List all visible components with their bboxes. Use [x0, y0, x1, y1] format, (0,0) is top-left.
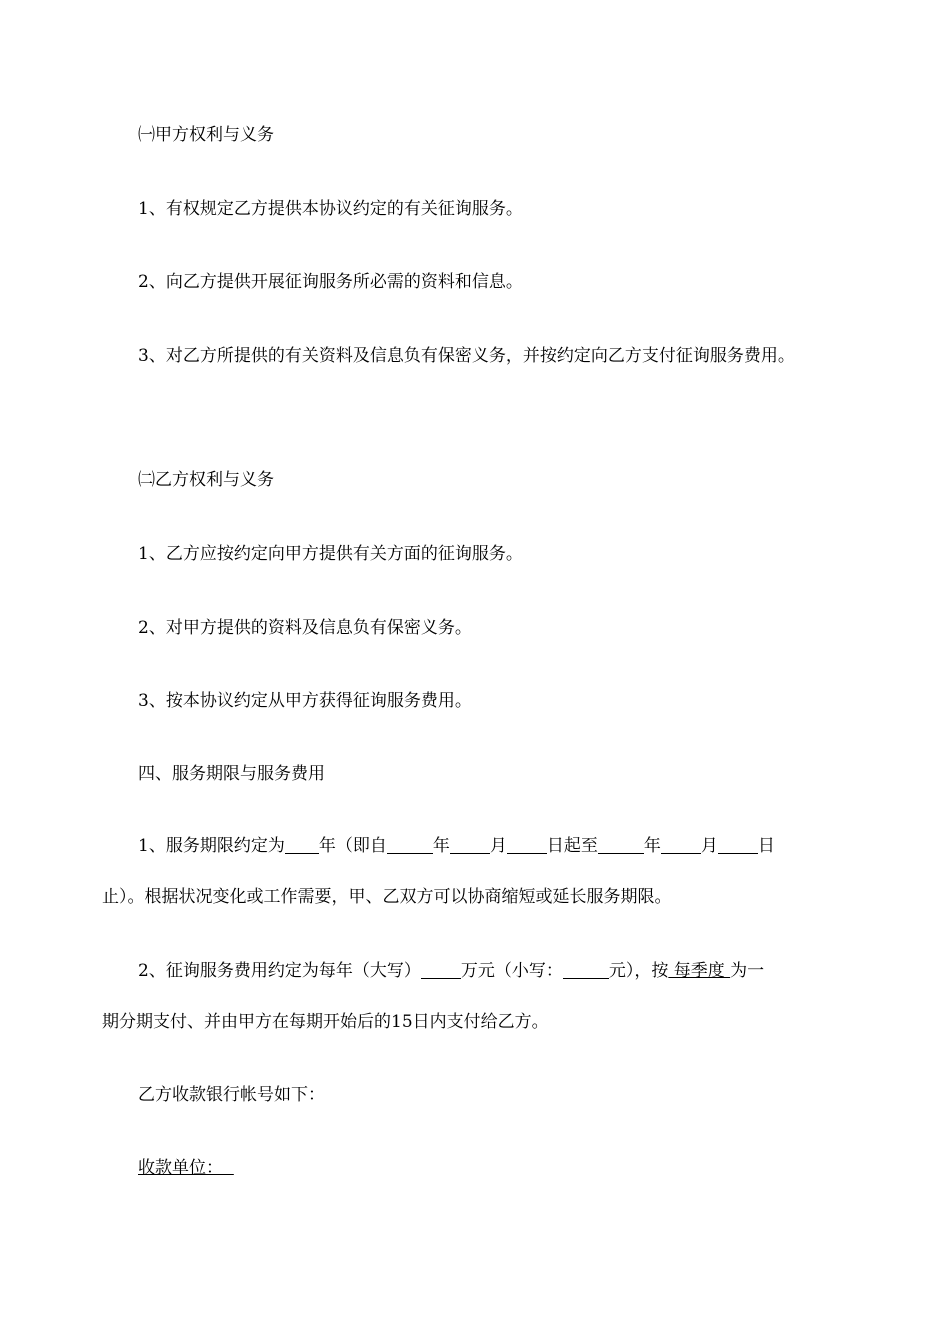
start-day-blank: [507, 834, 547, 854]
term-years-blank: [285, 834, 319, 854]
section-a-item-3: 3、对乙方所提供的有关资料及信息负有保密义务，并按约定向乙方支付征询服务费用。: [138, 346, 795, 366]
section-a-heading: ㈠甲方权利与义务: [138, 125, 274, 145]
fee-suffix: 为一: [730, 961, 765, 981]
fee-clause-line-1: [102, 946, 852, 997]
end-day-blank: [718, 834, 758, 854]
fee-wan-word: 万元（小写：: [460, 961, 563, 981]
fee-numeric-blank: [563, 959, 609, 979]
end-month-word: 月: [700, 836, 718, 856]
section-b-item-3: 3、按本协议约定从甲方获得征询服务费用。: [138, 691, 472, 711]
end-day-word: 日: [757, 836, 775, 856]
term-clause-line-2: 止）。根据状况变化或工作需要，甲、乙双方可以协商缩短或延长服务期限。: [102, 887, 672, 907]
section-b-heading: ㈡乙方权利与义务: [138, 470, 274, 490]
end-year-word: 年: [643, 836, 661, 856]
term-clause-line-1: [102, 821, 852, 872]
term-clause-prefix: 1、服务期限约定为: [138, 836, 285, 856]
fee-clause-prefix: 2、征询服务费用约定为每年（大写）: [138, 961, 421, 981]
payee-value: [223, 1158, 234, 1178]
fee-clause-line-2: 期分期支付、并由甲方在每期开始后的15日内支付给乙方。: [102, 1012, 549, 1032]
bank-account-heading: 乙方收款银行帐号如下：: [138, 1085, 325, 1105]
start-day-word: 日起至: [546, 836, 598, 856]
section-a-item-1: 1、有权规定乙方提供本协议约定的有关征询服务。: [138, 199, 523, 219]
section-b-item-1: 1、乙方应按约定向甲方提供有关方面的征询服务。: [138, 544, 523, 564]
payee-label: 收款单位：: [138, 1158, 223, 1178]
start-year-blank: [387, 834, 433, 854]
end-year-blank: [598, 834, 644, 854]
section-b-item-2: 2、对甲方提供的资料及信息负有保密义务。: [138, 618, 472, 638]
term-from-word: （即自: [335, 836, 387, 856]
fee-period-underlined: 每季度: [668, 961, 731, 981]
section-4-heading: 四、服务期限与服务费用: [138, 764, 325, 784]
start-month-blank: [450, 834, 490, 854]
section-a-item-2: 2、向乙方提供开展征询服务所必需的资料和信息。: [138, 272, 523, 292]
start-month-word: 月: [489, 836, 507, 856]
fee-yuan-word: 元），按: [608, 961, 669, 981]
payee-line: [102, 1143, 852, 1194]
end-month-blank: [661, 834, 701, 854]
term-year-word: 年: [318, 836, 336, 856]
start-year-word: 年: [432, 836, 450, 856]
fee-capital-blank: [421, 959, 461, 979]
